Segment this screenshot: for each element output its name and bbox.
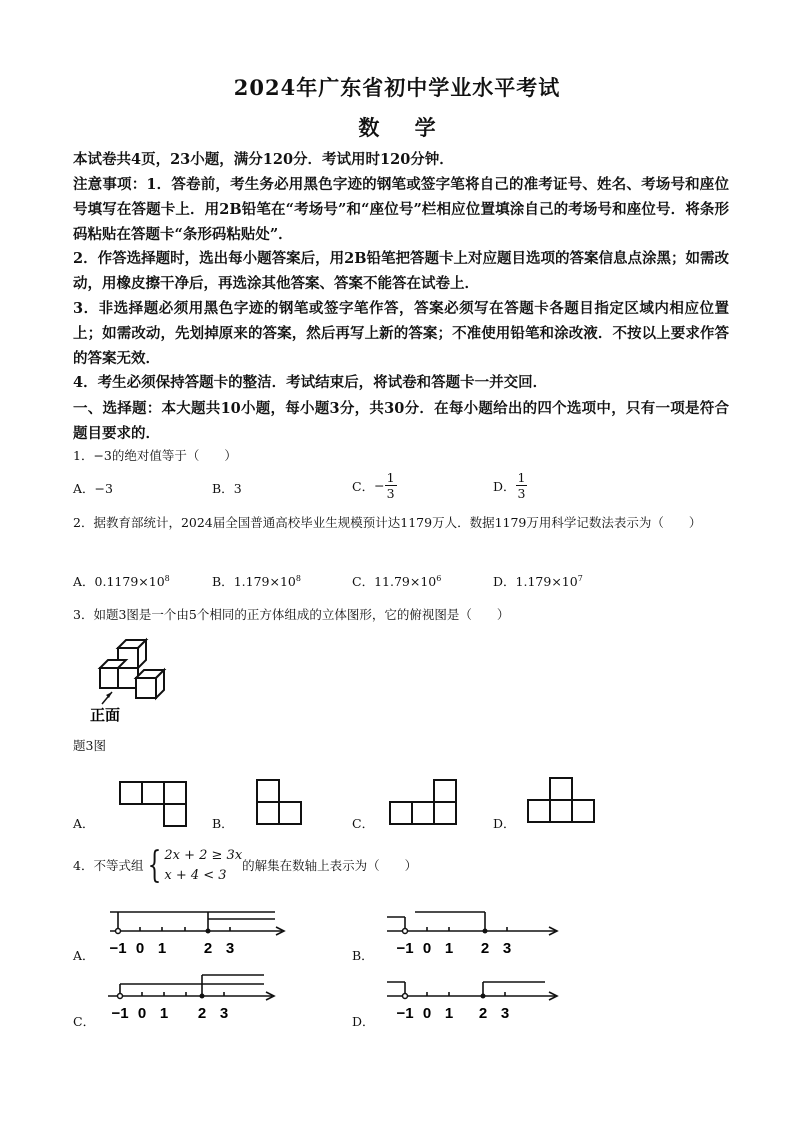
q4-a-tick-2: 2 <box>203 940 213 957</box>
q2-option-a-exponent: 8 <box>164 573 170 583</box>
q2-option-c[interactable] <box>352 572 441 590</box>
q2-option-d-exponent: 7 <box>577 573 583 583</box>
q4-option-a-label: A． <box>73 948 95 963</box>
q3-figure-caption: 题3图 <box>73 738 106 753</box>
note-4: 4．考生必须保持答题卡的整洁．考试结束后，将试卷和答题卡一并交回． <box>73 374 548 391</box>
section-1-heading: 一、选择题：本大题共10小题，每小题3分，共30分．在每小题给出的四个选项中，只有一项是符合题目要求的． <box>73 400 729 442</box>
q4-d-tick-3: 3 <box>500 1005 510 1022</box>
q4-b-tick-2: 2 <box>480 940 490 957</box>
q3-stem: 3．如题3图是一个由5个相同的正方体组成的立体图形，它的俯视图是（ ） <box>73 607 510 622</box>
q2-option-c-label: C． <box>352 574 375 589</box>
q3-option-c[interactable] <box>352 814 374 832</box>
q3-solid-figure <box>88 634 188 726</box>
exam-intro: 本试卷共4页，23小题，满分120分．考试用时120分钟． <box>73 151 454 168</box>
q2-option-a-label: A． <box>73 574 95 589</box>
q2-option-c-exponent: 6 <box>436 573 442 583</box>
q3-option-a[interactable] <box>73 814 95 832</box>
q2-option-d-label: D． <box>493 574 516 589</box>
q4-a-tick-neg1: −1 <box>109 940 127 957</box>
q4-brace: { <box>148 845 162 886</box>
q3-option-d-figure <box>526 776 598 828</box>
q4-option-d-label: D． <box>352 1014 375 1029</box>
q4-c-tick-3: 3 <box>219 1005 229 1022</box>
q3-option-a-figure <box>118 780 190 828</box>
q1-option-b[interactable] <box>212 479 242 497</box>
q4-b-tick-3: 3 <box>502 940 512 957</box>
q4-d-tick-2: 2 <box>478 1005 488 1022</box>
q4-stem <box>73 846 417 886</box>
q3-cube-left <box>100 668 118 688</box>
q4-option-a[interactable] <box>73 946 95 964</box>
q4-option-c[interactable] <box>73 1012 95 1030</box>
q1-option-a-value: −3 <box>94 481 113 496</box>
q1-option-a[interactable] <box>73 479 113 497</box>
q1-option-a-label: A． <box>73 481 95 496</box>
q3-option-a-label: A． <box>73 816 95 831</box>
q4-stem-prefix: 4．不等式组 <box>73 858 144 873</box>
q4-d-tick-neg1: −1 <box>396 1005 414 1022</box>
q4-a-tick-3: 3 <box>225 940 235 957</box>
q1-option-d-fraction <box>516 470 528 501</box>
q4-d-tick-0: 0 <box>422 1005 432 1022</box>
q3-front-label: 正面 <box>90 707 121 724</box>
q4-option-d-numberline <box>385 970 565 1025</box>
q4-b-tick-neg1: −1 <box>396 940 414 957</box>
q3-option-b-figure <box>255 778 305 828</box>
q4-option-c-numberline <box>100 970 285 1025</box>
q4-inequality-system <box>143 846 242 886</box>
q1-option-d-numerator: 1 <box>517 470 526 485</box>
q4-b-tick-0: 0 <box>422 940 432 957</box>
q4-inequality-1: 2x + 2 ≥ 3x <box>164 848 243 863</box>
q3-option-c-label: C． <box>352 816 375 831</box>
note-2: 2．作答选择题时，选出每小题答案后，用2B铅笔把答题卡上对应题目选项的答案信息点涂黑；如需改动，用橡皮擦干净后，再选涂其他答案、答案不能答在试卷上． <box>73 250 729 292</box>
q2-option-b-base: 1.179×10 <box>233 574 296 589</box>
q4-c-tick-0: 0 <box>137 1005 147 1022</box>
q1-option-c-sign: − <box>374 478 385 493</box>
q2-option-b[interactable] <box>212 572 301 590</box>
q4-a-tick-0: 0 <box>135 940 145 957</box>
q4-option-d[interactable] <box>352 1012 375 1030</box>
q1-option-c-numerator: 1 <box>386 470 395 485</box>
exam-title: 2024年广东省初中学业水平考试 <box>233 75 561 100</box>
q4-a-tick-1: 1 <box>157 940 167 957</box>
q4-option-b-label: B． <box>352 948 374 963</box>
q4-inequality-2: x + 4 < 3 <box>164 868 227 883</box>
q3-option-b-label: B． <box>212 816 234 831</box>
note-1: 注意事项：1．答卷前，考生务必用黑色字迹的钢笔或签字笔将自己的准考证号、姓名、考场号和座位号填写在答题卡上．用2B铅笔在“考场号”和“座位号”栏相应位置填涂自己的考场号和座位号．将条形码粘贴在答题卡“条形码粘贴处”． <box>73 176 729 243</box>
q1-option-d-label: D． <box>493 478 516 494</box>
q4-stem-suffix: 的解集在数轴上表示为（ ） <box>242 858 418 873</box>
q1-option-b-value: 3 <box>233 481 242 496</box>
subject-title: 数 学 <box>358 115 450 140</box>
q4-c-tick-neg1: −1 <box>111 1005 129 1022</box>
q2-option-d[interactable] <box>493 572 583 590</box>
q1-option-c-fraction <box>385 470 397 501</box>
q1-option-d-denominator: 3 <box>517 486 526 501</box>
q4-b-tick-1: 1 <box>444 940 454 957</box>
q2-option-a-base: 0.1179×10 <box>94 574 165 589</box>
q2-option-b-exponent: 8 <box>295 573 301 583</box>
q1-option-c-label: C． <box>352 478 375 494</box>
q4-c-tick-2: 2 <box>197 1005 207 1022</box>
q3-option-c-figure <box>388 778 460 828</box>
note-3: 3．非选择题必须用黑色字迹的钢笔或签字笔作答，答案必须写在答题卡各题目指定区域内相应位置上；如需改动，先划掉原来的答案，然后再写上新的答案；不准使用铅笔和涂改液．不按以上要求作答的答案无效． <box>73 300 729 367</box>
q2-option-c-base: 11.79×10 <box>374 574 437 589</box>
q1-option-c-denominator: 3 <box>386 486 395 501</box>
q4-d-tick-1: 1 <box>444 1005 454 1022</box>
q3-option-d-label: D． <box>493 816 516 831</box>
q2-option-d-base: 1.179×10 <box>515 574 578 589</box>
q4-c-tick-1: 1 <box>159 1005 169 1022</box>
q4-option-a-numberline <box>100 905 290 960</box>
q1-option-c[interactable] <box>352 470 397 501</box>
q4-option-c-label: C． <box>73 1014 96 1029</box>
q3-option-b[interactable] <box>212 814 234 832</box>
q1-stem: 1．−3的绝对值等于（ ） <box>73 448 237 463</box>
q4-option-b[interactable] <box>352 946 374 964</box>
q1-option-b-label: B． <box>212 481 234 496</box>
q2-stem: 2．据教育部统计，2024届全国普通高校毕业生规模预计达1179万人．数据1179万用科学记数法表示为（ ） <box>73 515 702 530</box>
q1-option-d[interactable] <box>493 470 527 501</box>
q2-option-a[interactable] <box>73 572 170 590</box>
q2-option-b-label: B． <box>212 574 234 589</box>
q4-option-b-numberline <box>385 905 565 960</box>
q3-option-d[interactable] <box>493 814 516 832</box>
q3-cube-right <box>136 678 156 698</box>
